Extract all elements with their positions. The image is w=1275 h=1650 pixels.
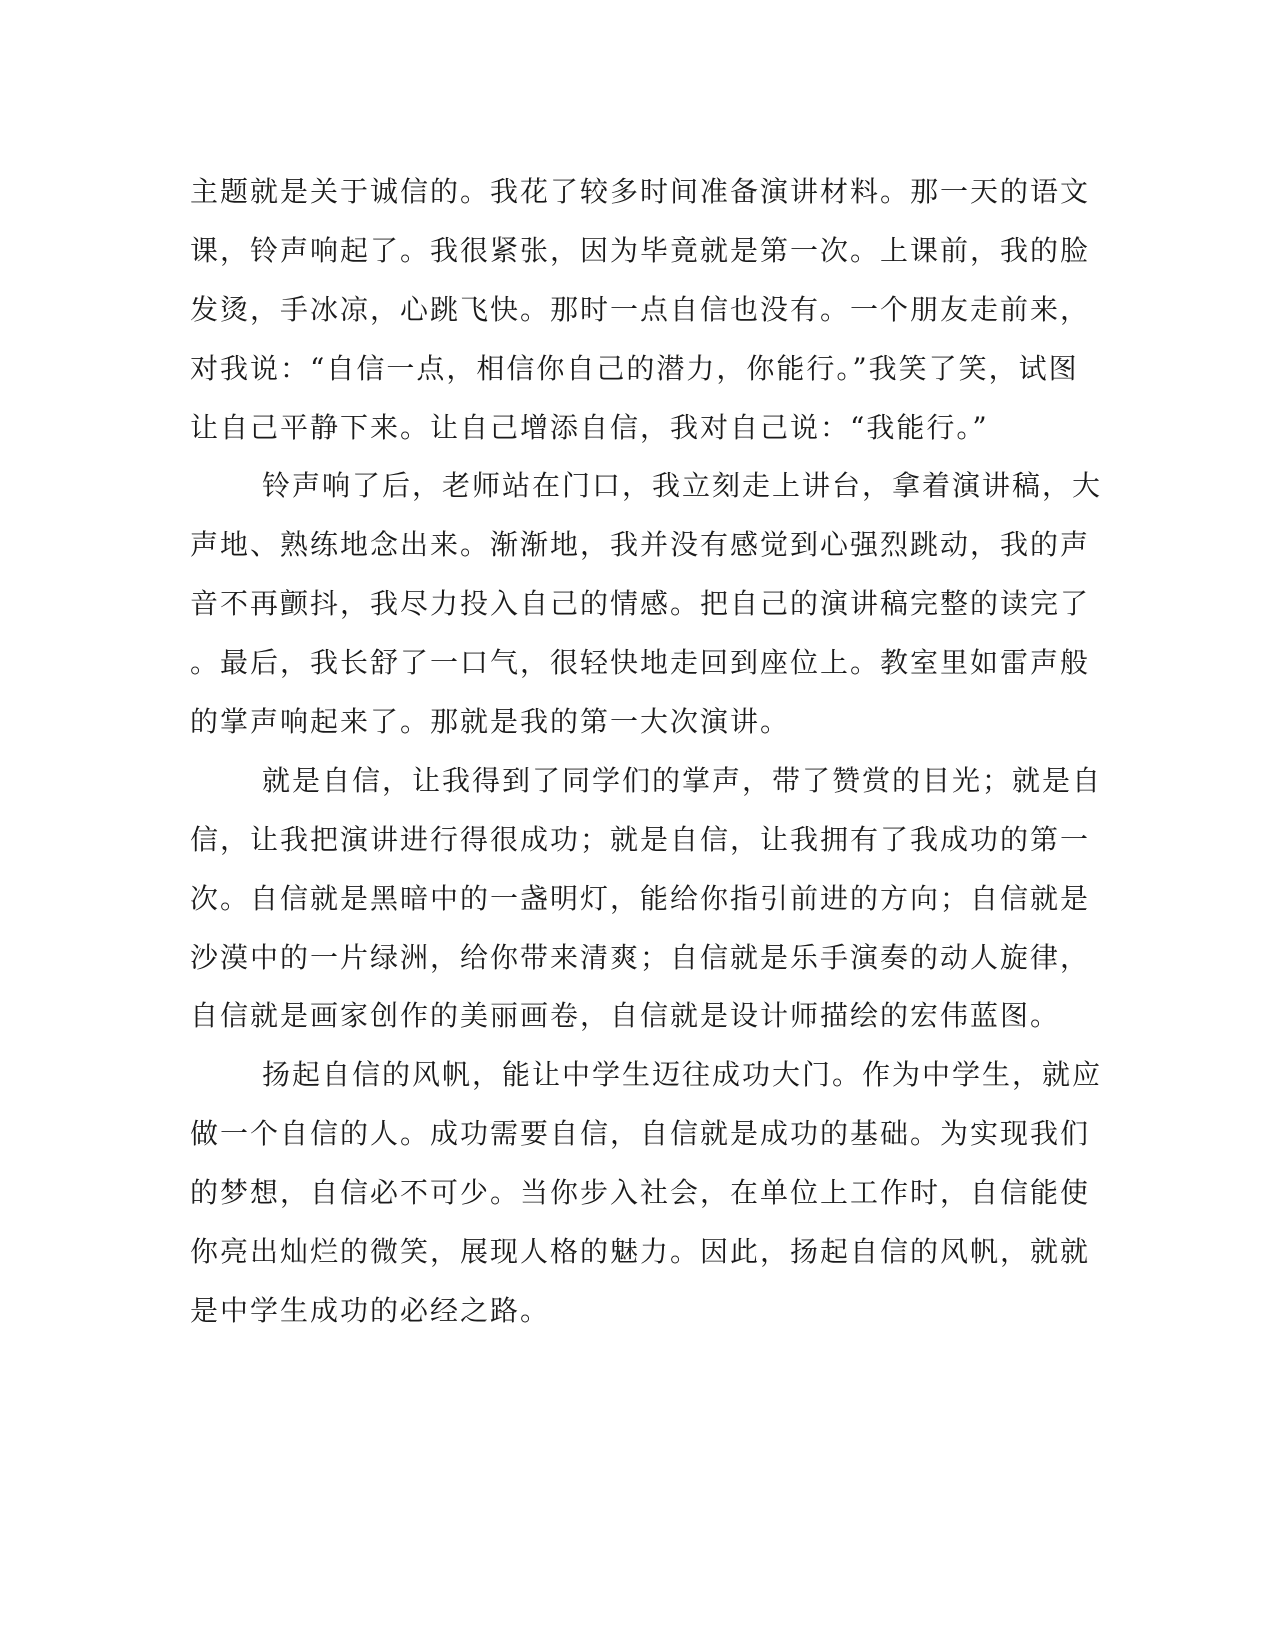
text-line: 。最后，我长舒了一口气，很轻快地走回到座位上。教室里如雷声般 (190, 646, 1091, 680)
paragraph-start-line: 就是自信，让我得到了同学们的掌声，带了赞赏的目光；就是自 (262, 763, 1103, 797)
text-line: 的掌声响起来了。那就是我的第一大次演讲。 (190, 705, 791, 739)
text-line: 做一个自信的人。成功需要自信，自信就是成功的基础。为实现我们 (190, 1117, 1091, 1151)
text-line: 音不再颤抖，我尽力投入自己的情感。把自己的演讲稿完整的读完了 (190, 587, 1091, 621)
text-line: 你亮出灿烂的微笑，展现人格的魅力。因此，扬起自信的风帆，就就 (190, 1235, 1091, 1269)
text-line: 自信就是画家创作的美丽画卷，自信就是设计师描绘的宏伟蓝图。 (190, 999, 1061, 1033)
document-body (190, 163, 1103, 1341)
text-line: 课，铃声响起了。我很紧张，因为毕竟就是第一次。上课前，我的脸 (190, 233, 1091, 267)
text-line: 信，让我把演讲进行得很成功；就是自信，让我拥有了我成功的第一 (190, 822, 1091, 856)
text-line: 让自己平静下来。让自己增添自信，我对自己说：“我能行。” (190, 410, 989, 444)
text-line: 对我说：“自信一点，相信你自己的潜力，你能行。”我笑了笑，试图 (190, 351, 1079, 385)
text-line: 是中学生成功的必经之路。 (190, 1293, 551, 1327)
text-line: 声地、熟练地念出来。渐渐地，我并没有感觉到心强烈跳动，我的声 (190, 528, 1091, 562)
text-line: 次。自信就是黑暗中的一盏明灯，能给你指引前进的方向；自信就是 (190, 881, 1091, 915)
text-line: 发烫，手冰凉，心跳飞快。那时一点自信也没有。一个朋友走前来， (190, 292, 1091, 326)
text-line: 的梦想，自信必不可少。当你步入社会，在单位上工作时，自信能使 (190, 1176, 1091, 1210)
text-line: 主题就是关于诚信的。我花了较多时间准备演讲材料。那一天的语文 (190, 175, 1091, 208)
paragraph-start-line: 铃声响了后，老师站在门口，我立刻走上讲台，拿着演讲稿，大 (262, 469, 1103, 503)
paragraph-start-line: 扬起自信的风帆，能让中学生迈往成功大门。作为中学生，就应 (262, 1058, 1103, 1092)
text-line: 沙漠中的一片绿洲，给你带来清爽；自信就是乐手演奏的动人旋律， (190, 940, 1091, 974)
